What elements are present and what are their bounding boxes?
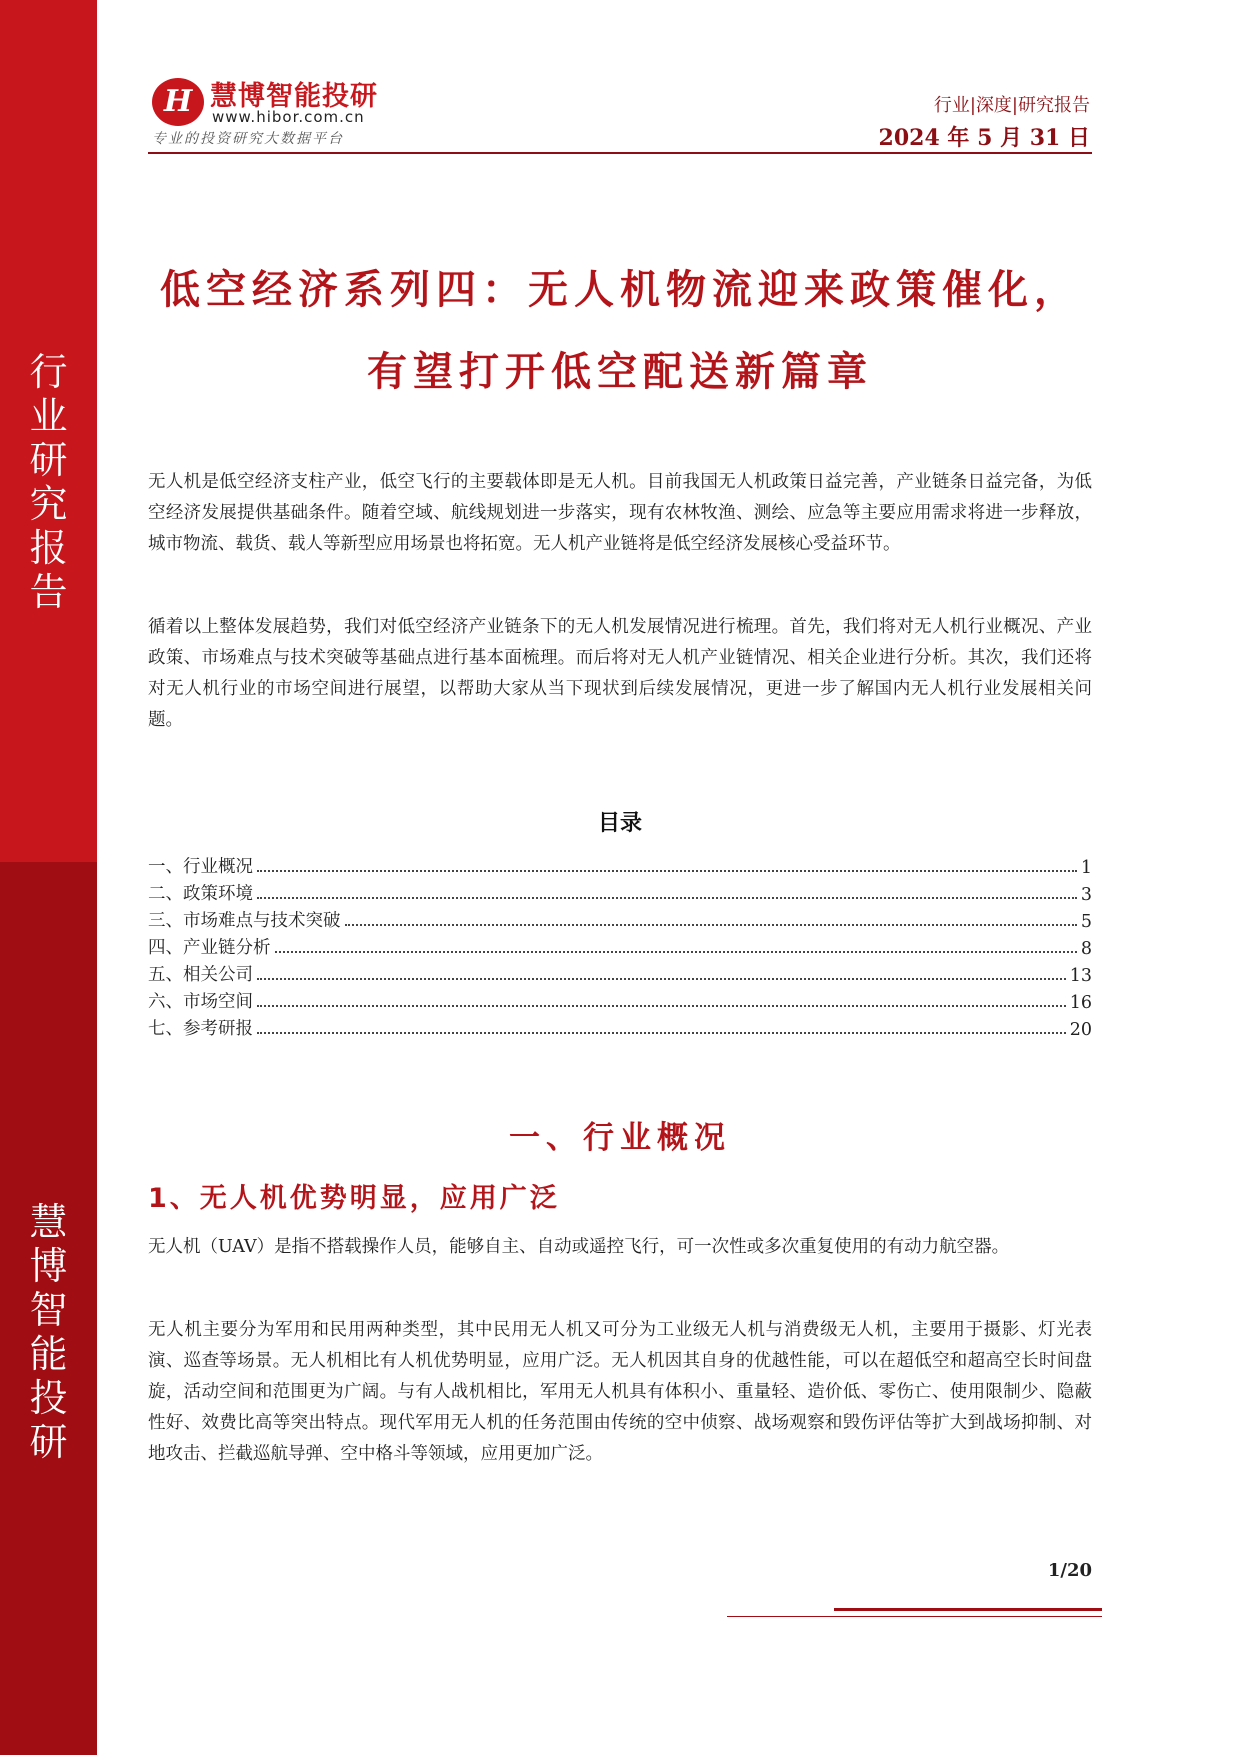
toc-item-label: 一、行业概况 — [148, 857, 253, 877]
toc-title: 目录 — [597, 811, 642, 836]
subsection-heading: 1、无人机优势明显，应用广泛 — [148, 1183, 560, 1214]
intro-paragraph-2: 循着以上整体发展趋势，我们对低空经济产业链条下的无人机发展情况进行梳理。首先，我们将对无人机行业概况、产业政策、市场难点与技术突破等基础点进行基本面梳理。而后将对无人机产业链情况、相关企业进行分析。其次，我们还将对无人机行业的市场空间进行展望，以帮助大家从当下现状到后续发展情况，更进一步了解国内无人机行业发展相关问题。 — [148, 617, 1092, 730]
report-title-line-2: 有望打开低空配送新篇章 — [367, 349, 873, 395]
toc-leader — [257, 870, 1077, 872]
toc-item-label: 六、市场空间 — [148, 992, 253, 1012]
toc-item-label: 五、相关公司 — [148, 965, 253, 985]
toc-item-page: 16 — [1069, 993, 1092, 1013]
table-of-contents — [148, 851, 1092, 1040]
hibor-logo[interactable] — [152, 74, 392, 150]
toc-leader — [345, 924, 1077, 926]
toc-item-page: 5 — [1080, 912, 1092, 932]
toc-item[interactable] — [148, 1013, 1092, 1040]
toc-item[interactable] — [148, 986, 1092, 1013]
logo-mark-icon: H — [152, 78, 204, 126]
report-title-line-1: 低空经济系列四：无人机物流迎来政策催化， — [160, 267, 1080, 313]
sidebar-brand-label: 慧 博 智 能 投 研 — [29, 1200, 68, 1464]
footer-rule-thin — [727, 1616, 1102, 1617]
toc-item-label: 三、市场难点与技术突破 — [148, 911, 341, 931]
toc-leader — [257, 1005, 1066, 1007]
toc-item-page: 8 — [1080, 939, 1092, 959]
toc-item-label: 二、政策环境 — [148, 884, 253, 904]
toc-item[interactable] — [148, 932, 1092, 959]
body-paragraph-2: 无人机主要分为军用和民用两种类型，其中民用无人机又可分为工业级无人机与消费级无人机，主要用于摄影、灯光表演、巡查等场景。无人机相比有人机优势明显，应用广泛。无人机因其自身的优越性能，可以在超低空和超高空长时间盘旋，活动空间和范围更为广阔。与有人战机相比，军用无人机具有体积小、重量轻、造价低、零伤亡、使用限制少、隐蔽性好、效费比高等突出特点。现代军用无人机的任务范围由传统的空中侦察、战场观察和毁伤评估等扩大到战场抑制、对地攻击、拦截巡航导弹、空中格斗等领域，应用更加广泛。 — [148, 1320, 1092, 1464]
toc-item[interactable] — [148, 959, 1092, 986]
header-divider — [148, 152, 1092, 154]
toc-item-label: 七、参考研报 — [148, 1019, 253, 1039]
toc-item[interactable] — [148, 851, 1092, 878]
logo-slogan: 专业的投资研究大数据平台 — [152, 131, 344, 147]
page-number: 1/20 — [1047, 1560, 1092, 1581]
toc-item[interactable] — [148, 905, 1092, 932]
toc-item-page: 3 — [1080, 885, 1092, 905]
toc-leader — [257, 978, 1066, 980]
body-paragraph-1: 无人机（UAV）是指不搭载操作人员，能够自主、自动或遥控飞行，可一次性或多次重复使用的有动力航空器。 — [148, 1237, 1010, 1257]
toc-item-page: 13 — [1069, 966, 1092, 986]
toc-item[interactable] — [148, 878, 1092, 905]
section-heading: 一、行业概况 — [509, 1120, 731, 1156]
logo-url: www.hibor.com.cn — [212, 108, 365, 126]
logo-name: 慧博智能投研 — [210, 81, 378, 112]
sidebar-category-label: 行 业 研 究 报 告 — [29, 350, 68, 614]
toc-item-page: 20 — [1069, 1020, 1092, 1040]
toc-leader — [257, 897, 1077, 899]
toc-item-label: 四、产业链分析 — [148, 938, 271, 958]
intro-paragraph-1: 无人机是低空经济支柱产业，低空飞行的主要载体即是无人机。目前我国无人机政策日益完善，产业链条日益完备，为低空经济发展提供基础条件。随着空域、航线规划进一步落实，现有农林牧渔、测绘、应急等主要应用需求将进一步释放，城市物流、载货、载人等新型应用场景也将拓宽。无人机产业链将是低空经济发展核心受益环节。 — [148, 472, 1092, 554]
footer-rule-thick — [834, 1608, 1102, 1611]
toc-leader — [275, 951, 1077, 953]
report-date: 2024 年 5 月 31 日 — [878, 125, 1090, 151]
toc-leader — [257, 1032, 1066, 1034]
report-type: 行业|深度|研究报告 — [933, 95, 1090, 116]
toc-item-page: 1 — [1080, 858, 1092, 878]
